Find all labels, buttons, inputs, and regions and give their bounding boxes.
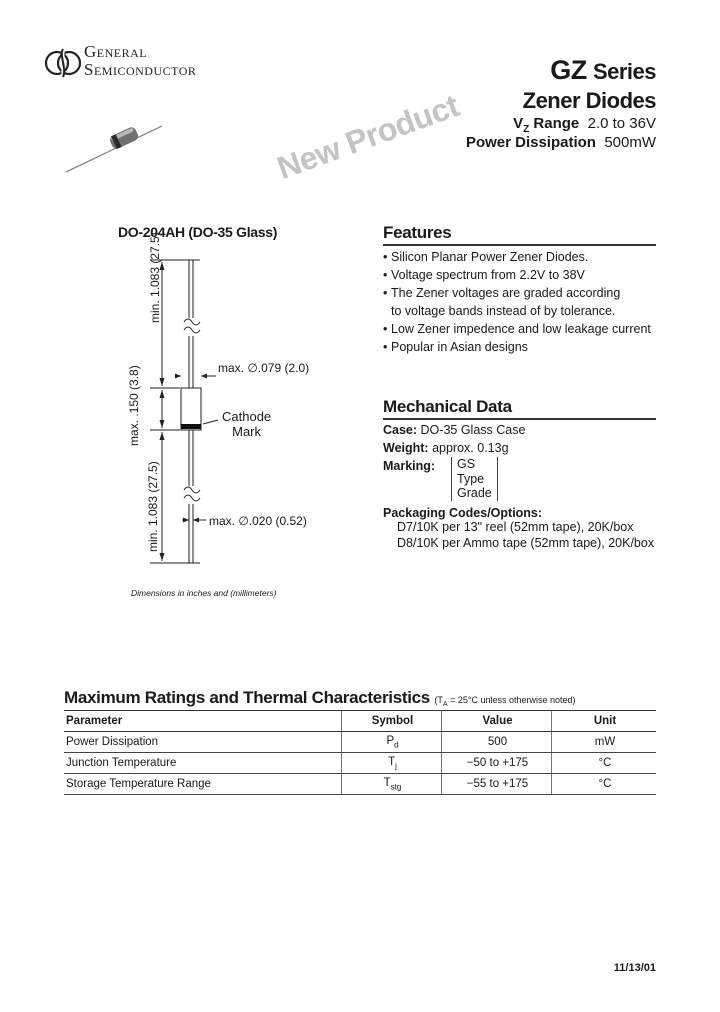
dim-body-diameter: max. ∅.079 (2.0) — [218, 361, 310, 375]
packaging-label: Packaging Codes/Options: — [383, 506, 543, 520]
pd-value: 500mW — [604, 134, 656, 151]
new-product-watermark: New Product — [272, 87, 464, 187]
series-title: GZ Series — [550, 55, 656, 85]
diode-photo — [62, 118, 172, 178]
ratings-table — [64, 710, 656, 795]
cathode-mark-label: Cathode Mark — [222, 409, 272, 439]
company-line2: Semiconductor — [84, 60, 197, 79]
marking-box: GS Type Grade — [451, 457, 498, 501]
feature-item: • The Zener voltages are graded according to voltage bands instead of by tolerance. — [383, 284, 631, 320]
feature-item: • Low Zener impedence and low leakage current — [383, 320, 655, 338]
col-symbol: Symbol — [342, 711, 442, 732]
mechanical-heading: Mechanical Data — [383, 397, 512, 416]
product-title: Zener Diodes — [522, 88, 656, 113]
col-value: Value — [442, 711, 552, 732]
features-list — [383, 248, 655, 356]
table-header-row — [64, 711, 656, 732]
feature-item: • Popular in Asian designs — [383, 338, 655, 356]
vz-value: 2.0 to 36V — [587, 115, 656, 132]
table-row: Storage Temperature Range $T_{stg}$ −55 to +175 °C — [64, 774, 656, 795]
case-row: Case: DO-35 Glass Case — [383, 423, 526, 437]
vz-range: $V_Z$ Range 2.0 to 36V — [513, 115, 656, 135]
company-name — [84, 43, 196, 79]
col-unit: Unit — [552, 711, 657, 732]
dim-top-lead: min. 1.083 (27.5) — [148, 232, 162, 323]
features-heading: Features — [383, 223, 452, 242]
table-row: Power Dissipation $P_d$ 500 mW — [64, 732, 656, 753]
dim-lead-diameter: max. ∅.020 (0.52) — [209, 514, 307, 528]
dimensions-note: Dimensions in inches and (millimeters) — [131, 588, 277, 598]
dim-body-length: max. .150 (3.8) — [127, 365, 141, 446]
company-line1: General — [84, 42, 148, 61]
ratings-note: ($T_A = 25^\circ C$ unless otherwise noted) — [434, 695, 576, 708]
col-parameter: Parameter — [64, 711, 342, 732]
ratings-heading: Maximum Ratings and Thermal Characteristics — [64, 688, 430, 707]
ratings-heading-row — [64, 688, 576, 708]
feature-item: • Voltage spectrum from 2.2V to 38V — [383, 266, 655, 284]
packaging-line: D8/10K per Ammo tape (52mm tape), 20K/box — [397, 536, 655, 550]
document-date: 11/13/01 — [613, 962, 656, 974]
gs-logo-icon — [44, 43, 82, 83]
packaging-options — [397, 519, 654, 551]
power-dissipation: Power Dissipation 500mW — [465, 134, 656, 151]
company-logo — [44, 43, 244, 87]
cathode-band — [181, 424, 201, 429]
feature-item: • Silicon Planar Power Zener Diodes. — [383, 248, 655, 266]
weight-row: Weight: approx. 0.13g — [383, 441, 509, 455]
package-title: DO-204AH (DO-35 Glass) — [118, 224, 278, 240]
table-row: Junction Temperature $T_j$ −50 to +175 °C — [64, 753, 656, 774]
features-rule — [383, 244, 656, 246]
dim-bottom-lead: min. 1.083 (27.5) — [146, 461, 160, 552]
mechanical-rule — [383, 418, 656, 420]
marking-label: Marking: — [383, 459, 436, 473]
packaging-line: D7/10K per 13" reel (52mm tape), 20K/box — [397, 520, 634, 534]
